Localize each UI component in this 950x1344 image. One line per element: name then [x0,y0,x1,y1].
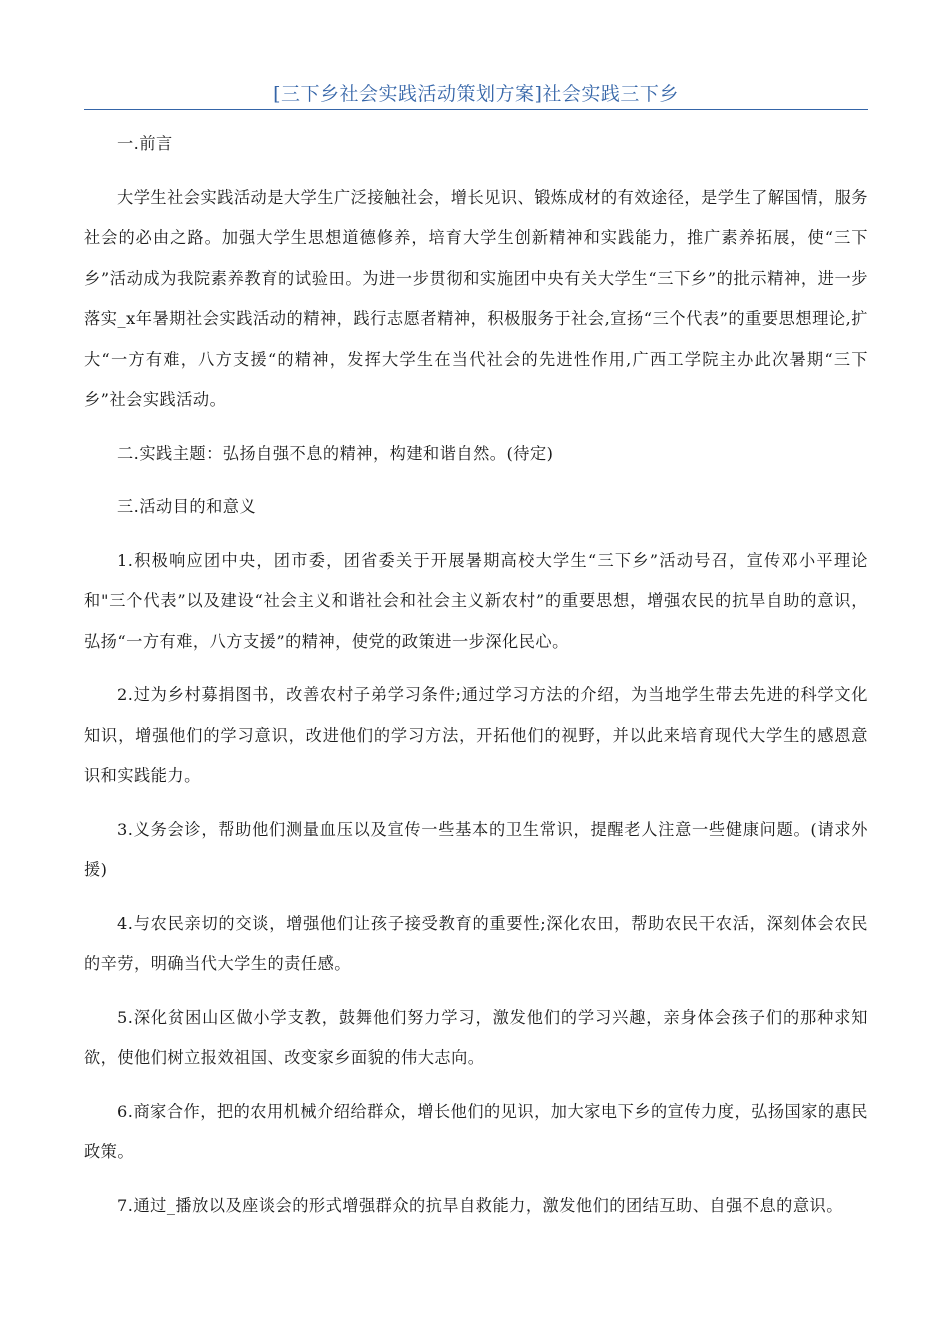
section-heading-preface: 一.前言 [117,134,173,153]
document-header-title: [三下乡社会实践活动策划方案]社会实践三下乡 [273,83,679,105]
list-item-purpose-2: 2.过为乡村募捐图书，改善农村子弟学习条件;通过学习方法的介绍，为当地学生带去先进的科学文化知识，增强他们的学习意识，改进他们的学习方法，开拓他们的视野，并以此来培育现代大学生的感恩意识和实践能力。 [84,685,868,785]
list-item-purpose-4: 4.与农民亲切的交谈，增强他们让孩子接受教育的重要性;深化农田，帮助农民干农活，深刻体会农民的辛劳，明确当代大学生的责任感。 [84,913,868,973]
section-heading-purpose: 三.活动目的和意义 [117,497,257,516]
document-body [84,124,868,1226]
list-item-purpose-3: 3.义务会诊，帮助他们测量血压以及宣传一些基本的卫生常识，提醒老人注意一些健康问题。(请求外援) [84,819,868,879]
paragraph-preface-body: 大学生社会实践活动是大学生广泛接触社会，增长见识、锻炼成材的有效途径，是学生了解国情，服务社会的必由之路。加强大学生思想道德修养，培育大学生创新精神和实践能力，推广素养拓展，使“三下乡”活动成为我院素养教育的试验田。为进一步贯彻和实施团中央有关大学生“三下乡”的批示精神，进一步落实_x年暑期社会实践活动的精神，践行志愿者精神，积极服务于社会,宣扬“三个代表”的重要思想理论,扩大“一方有难，八方支援“的精神，发挥大学生在当代社会的先进性作用,广西工学院主办此次暑期“三下乡”社会实践活动。 [84,187,868,409]
list-item-purpose-5: 5.深化贫困山区做小学支教，鼓舞他们努力学习，激发他们的学习兴趣，亲身体会孩子们的那种求知欲，使他们树立报效祖国、改变家乡面貌的伟大志向。 [84,1007,868,1067]
list-item-purpose-7: 7.通过_播放以及座谈会的形式增强群众的抗旱自救能力，激发他们的团结互助、自强不息的意识。 [117,1195,843,1215]
list-item-purpose-6: 6.商家合作，把的农用机械介绍给群众，增长他们的见识，加大家电下乡的宣传力度，弘扬国家的惠民政策。 [84,1101,868,1161]
section-heading-theme: 二.实践主题：弘扬自强不息的精神，构建和谐自然。(待定) [117,443,554,463]
list-item-purpose-1: 1.积极响应团中央，团市委，团省委关于开展暑期高校大学生“三下乡”活动号召，宣传邓小平理论和"三个代表”以及建设“社会主义和谐社会和社会主义新农村”的重要思想，增强农民的抗旱自助的意识，弘扬“一方有难，八方支援”的精神，使党的政策进一步深化民心。 [84,550,868,651]
header-divider [84,109,868,110]
